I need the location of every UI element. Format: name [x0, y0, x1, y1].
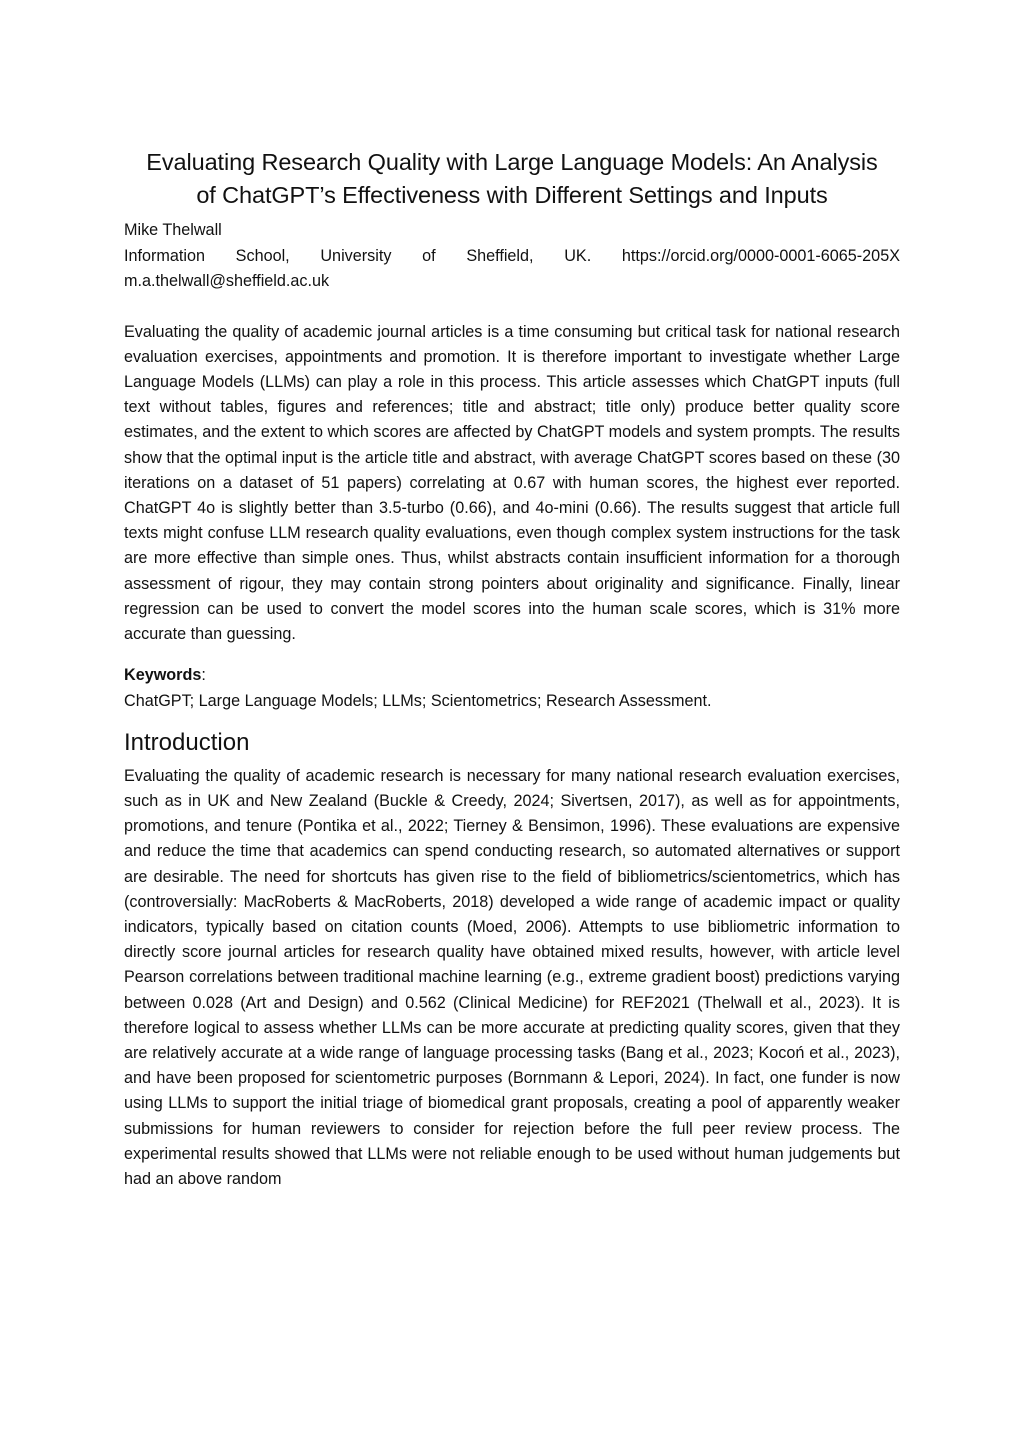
introduction-paragraph: Evaluating the quality of academic research is necessary for many national research evaluation exercises, such as in UK and New Zealand (Buckle & Creedy, 2024; Sivertsen, 2017), as well as for appointments, promotions, and tenure (Pontika et al., 2022; Tierney & Bensimon, 1996). These evaluations are expensive and reduce the time that academics can spend conducting research, so automated alternatives or support are desirable. The need for shortcuts has given rise to the field of bibliometrics/scientometrics, which has (controversially: MacRoberts & MacRoberts, 2018) developed a wide range of academic impact or quality indicators, typically based on citation counts (Moed, 2006). Attempts to use bibliometric information to directly score journal articles for research quality have obtained mixed results, however, with article level Pearson correlations between traditional machine learning (e.g., extreme gradient boost) predictions varying between 0.028 (Art and Design) and 0.562 (Clinical Medicine) for REF2021 (Thelwall et al., 2023). It is therefore logical to assess whether LLMs can be more accurate at predicting quality scores, given that they are relatively accurate at a wide range of language processing tasks (Bang et al., 2023; Kocoń et al., 2023), and have been proposed for scientometric purposes (Bornmann & Lepori, 2024). In fact, one funder is now using LLMs to support the initial triage of biomedical grant proposals, creating a pool of apparently weaker submissions for human reviewers to consider for rejection before the full peer review process. The experimental results showed that LLMs were not reliable enough to be used without human judgements but had an above random — [124, 766, 900, 1188]
keywords-heading — [124, 663, 900, 688]
paper-page — [124, 146, 900, 1192]
author-name: Mike Thelwall — [124, 221, 222, 239]
paper-title-line-2: of ChatGPT’s Effectiveness with Different Settings and Inputs — [196, 182, 828, 208]
abstract-text: Evaluating the quality of academic journal articles is a time consuming but critical task for national research evaluation exercises, appointments and promotion. It is therefore important to investigate whether Large Language Models (LLMs) can play a role in this process. This article assesses which ChatGPT inputs (full text without tables, figures and references; title and abstract; title only) produce better quality score estimates, and the extent to which scores are affected by ChatGPT models and system prompts. The results show that the optimal input is the article title and abstract, with average ChatGPT scores based on these (30 iterations on a dataset of 51 papers) correlating at 0.67 with human scores, the highest ever reported. ChatGPT 4o is slightly better than 3.5-turbo (0.66), and 4o-mini (0.66). The results suggest that article full texts might confuse LLM research quality evaluations, even though complex system instructions for the task are more effective than simple ones. Thus, whilst abstracts contain insufficient information for a thorough assessment of rigour, they may contain strong pointers about originality and significance. Finally, linear regression can be used to convert the model scores into the human scale scores, which is 31% more accurate than guessing. — [124, 322, 900, 643]
section-heading-introduction: Introduction — [124, 728, 250, 756]
keywords-label: Keywords — [124, 666, 202, 685]
keywords-list: ChatGPT; Large Language Models; LLMs; Scientometrics; Research Assessment. — [124, 691, 712, 710]
author-email: m.a.thelwall@sheffield.ac.uk — [124, 272, 330, 290]
paper-title — [104, 146, 920, 212]
paper-title-line-1: Evaluating Research Quality with Large Language Models: An Analysis — [146, 149, 878, 175]
keywords-colon: : — [201, 666, 206, 685]
author-affiliation: Information School, University of Sheffield, UK. https://orcid.org/0000-0001-6065-205X — [124, 246, 900, 265]
